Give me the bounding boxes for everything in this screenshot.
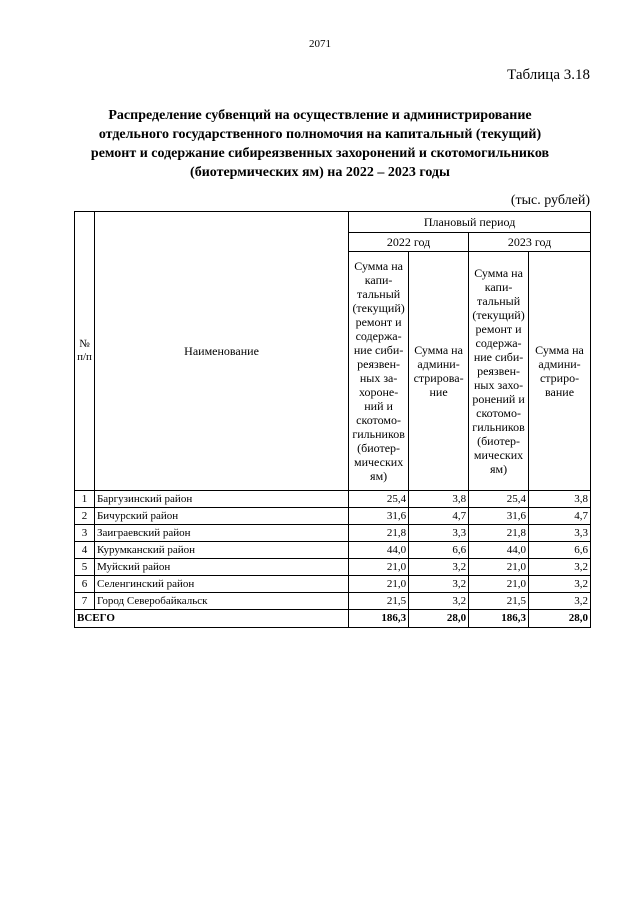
total-row [75, 610, 591, 628]
row-repair-2022: 44,0 [349, 542, 409, 559]
row-name: Заиграевский район [94, 525, 348, 542]
header-year-2023: 2023 год [469, 233, 591, 252]
row-name: Бичурский район [94, 508, 348, 525]
title-line: ремонт и содержание сибиреязвенных захоронений и скотомогильников [90, 146, 550, 161]
row-admin-2022: 3,2 [409, 576, 469, 593]
table-label: Таблица 3.18 [507, 67, 590, 83]
row-repair-2022: 31,6 [349, 508, 409, 525]
row-repair-2023: 21,0 [469, 559, 529, 576]
header-num: № п/п [75, 212, 95, 491]
row-admin-2023: 3,8 [529, 491, 591, 508]
row-repair-2022: 25,4 [349, 491, 409, 508]
table-row [75, 542, 591, 559]
row-repair-2022: 21,0 [349, 559, 409, 576]
row-name: Муйский район [94, 559, 348, 576]
table-row [75, 593, 591, 610]
header-repair-2023: Сумма на капи- тальный (текущий) ремонт и содержа- ние сиби- реязвен- ных захо- ронений и скотомо- гильников (биотер- мических ям) [469, 252, 529, 491]
row-admin-2023: 3,2 [529, 593, 591, 610]
row-num: 7 [75, 593, 95, 610]
table-row [75, 525, 591, 542]
page-number: 2071 [309, 38, 331, 50]
row-num: 1 [75, 491, 95, 508]
title-line: (биотермических ям) на 2022 – 2023 годы [190, 165, 450, 180]
row-repair-2023: 21,0 [469, 576, 529, 593]
row-admin-2022: 3,2 [409, 559, 469, 576]
row-num: 3 [75, 525, 95, 542]
row-admin-2022: 4,7 [409, 508, 469, 525]
header-repair-2022: Сумма на капи- тальный (текущий) ремонт и содержа- ние сиби- реязвен- ных за- хороне- ний и скотомо- гильников (биотер- мических ям) [349, 252, 409, 491]
header-admin-2022: Сумма на админи- стрирова- ние [409, 252, 469, 491]
row-num: 5 [75, 559, 95, 576]
title-line: Распределение субвенций на осуществление и администрирование [108, 108, 532, 123]
row-repair-2023: 21,8 [469, 525, 529, 542]
row-admin-2023: 4,7 [529, 508, 591, 525]
subsidy-table [74, 211, 591, 628]
row-admin-2022: 3,3 [409, 525, 469, 542]
row-admin-2022: 6,6 [409, 542, 469, 559]
row-name: Курумканский район [94, 542, 348, 559]
row-repair-2023: 25,4 [469, 491, 529, 508]
header-row-planned [75, 212, 591, 233]
total-repair-2022: 186,3 [349, 610, 409, 628]
row-admin-2023: 3,2 [529, 576, 591, 593]
row-admin-2023: 6,6 [529, 542, 591, 559]
header-year-2022: 2022 год [349, 233, 469, 252]
row-num: 4 [75, 542, 95, 559]
row-repair-2022: 21,0 [349, 576, 409, 593]
row-num: 6 [75, 576, 95, 593]
row-repair-2022: 21,5 [349, 593, 409, 610]
total-admin-2023: 28,0 [529, 610, 591, 628]
row-name: Город Северобайкальск [94, 593, 348, 610]
table-row [75, 508, 591, 525]
row-num: 2 [75, 508, 95, 525]
row-name: Селенгинский район [94, 576, 348, 593]
units-label: (тыс. рублей) [510, 193, 590, 208]
title-line: отдельного государственного полномочия на капитальный (текущий) [98, 127, 542, 142]
table-row [75, 576, 591, 593]
table-row [75, 559, 591, 576]
table-row [75, 491, 591, 508]
row-repair-2023: 44,0 [469, 542, 529, 559]
row-name: Баргузинский район [94, 491, 348, 508]
total-admin-2022: 28,0 [409, 610, 469, 628]
row-admin-2023: 3,2 [529, 559, 591, 576]
total-repair-2023: 186,3 [469, 610, 529, 628]
document-title [70, 106, 570, 182]
row-admin-2022: 3,8 [409, 491, 469, 508]
total-label: ВСЕГО [75, 610, 349, 628]
row-repair-2023: 31,6 [469, 508, 529, 525]
row-admin-2022: 3,2 [409, 593, 469, 610]
header-admin-2023: Сумма на админи- стриро- вание [529, 252, 591, 491]
row-repair-2023: 21,5 [469, 593, 529, 610]
row-admin-2023: 3,3 [529, 525, 591, 542]
header-planned-period: Плановый период [349, 212, 591, 233]
row-repair-2022: 21,8 [349, 525, 409, 542]
header-name: Наименование [94, 212, 348, 491]
